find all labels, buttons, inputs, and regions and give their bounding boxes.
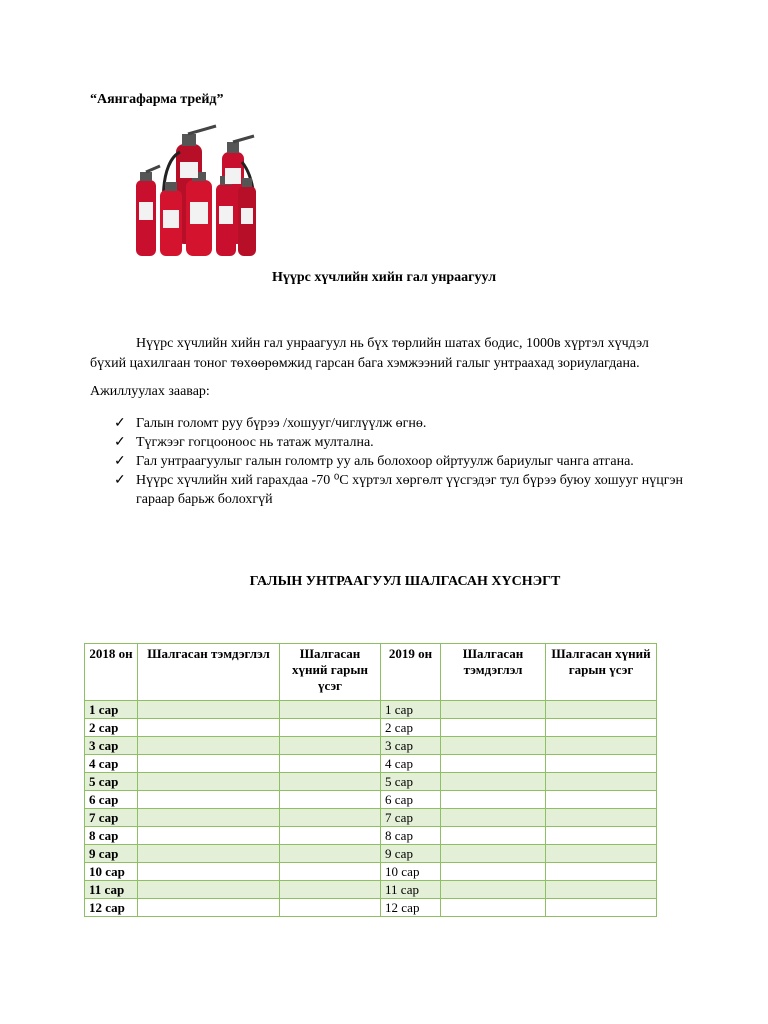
checkmark-icon: ✓ xyxy=(114,435,126,450)
table-row xyxy=(85,719,657,737)
month-2019-cell: 10 сар xyxy=(381,863,441,881)
checkmark-icon: ✓ xyxy=(114,454,126,469)
header-check-note-2018: Шалгасан тэмдэглэл xyxy=(138,644,280,701)
month-2018-cell: 7 сар xyxy=(85,809,138,827)
month-2019-cell: 7 сар xyxy=(381,809,441,827)
check-note-2018-cell xyxy=(138,737,280,755)
signature-2018-cell xyxy=(280,863,381,881)
signature-2019-cell xyxy=(546,881,657,899)
table-title: ГАЛЫН УНТРААГУУЛ ШАЛГАСАН ХҮСНЭГТ xyxy=(249,574,561,589)
month-2019-cell: 4 сар xyxy=(381,755,441,773)
check-note-2018-cell xyxy=(138,827,280,845)
signature-2019-cell xyxy=(546,827,657,845)
month-2019-cell: 5 сар xyxy=(381,773,441,791)
month-2019-cell: 8 сар xyxy=(381,827,441,845)
month-2019-cell: 9 сар xyxy=(381,845,441,863)
signature-2019-cell xyxy=(546,719,657,737)
month-2018-cell: 10 сар xyxy=(85,863,138,881)
month-2019-cell: 11 сар xyxy=(381,881,441,899)
table-row xyxy=(85,737,657,755)
description-paragraph: Нүүрс хүчлийн хийн гал унраагуул нь бүх төрлийн шатах бодис, 1000в хүртэл хүчдэл бүхий цахилгаан тоног төхөөрөмжид гарсан бага хэмжээний галыг унтраахад зориулагдана. xyxy=(90,336,649,371)
month-2019-cell: 6 сар xyxy=(381,791,441,809)
checkmark-icon: ✓ xyxy=(114,473,126,488)
month-2018-cell: 5 сар xyxy=(85,773,138,791)
header-2019: 2019 он xyxy=(381,644,441,701)
signature-2019-cell xyxy=(546,863,657,881)
instruction-item: ✓ Түгжээг гогцооноос нь татаж мултална. xyxy=(114,435,374,450)
signature-2019-cell xyxy=(546,755,657,773)
signature-2019-cell xyxy=(546,791,657,809)
month-2018-cell: 4 сар xyxy=(85,755,138,773)
header-check-note-2019: Шалгасан тэмдэглэл xyxy=(441,644,546,701)
signature-2019-cell xyxy=(546,701,657,719)
table-row xyxy=(85,773,657,791)
company-name: “Аянгафарма трейд” xyxy=(90,92,224,107)
signature-2019-cell xyxy=(546,899,657,917)
check-note-2018-cell xyxy=(138,755,280,773)
month-2018-cell: 6 сар xyxy=(85,791,138,809)
signature-2018-cell xyxy=(280,737,381,755)
check-note-2019-cell xyxy=(441,899,546,917)
table-row xyxy=(85,863,657,881)
month-2018-cell: 3 сар xyxy=(85,737,138,755)
instruction-list xyxy=(114,414,694,509)
check-note-2018-cell xyxy=(138,845,280,863)
month-2019-cell: 1 сар xyxy=(381,701,441,719)
table-row xyxy=(85,701,657,719)
signature-2019-cell xyxy=(546,737,657,755)
table-row xyxy=(85,845,657,863)
month-2019-cell: 2 сар xyxy=(381,719,441,737)
signature-2018-cell xyxy=(280,791,381,809)
check-note-2018-cell xyxy=(138,773,280,791)
table-row xyxy=(85,881,657,899)
check-note-2018-cell xyxy=(138,899,280,917)
usage-instructions-label: Ажиллуулах заавар: xyxy=(90,384,210,399)
signature-2018-cell xyxy=(280,773,381,791)
check-note-2018-cell xyxy=(138,881,280,899)
instruction-item: ✓ Нүүрс хүчлийн хий гарахдаа -70 ⁰С хүртэл хөргөлт үүсгэдэг тул бүрээ буюу хошууг нүцгэн гараар барьж болохгүй xyxy=(114,473,684,507)
check-note-2019-cell xyxy=(441,845,546,863)
signature-2018-cell xyxy=(280,827,381,845)
check-note-2018-cell xyxy=(138,701,280,719)
signature-2019-cell xyxy=(546,809,657,827)
signature-2018-cell xyxy=(280,899,381,917)
month-2018-cell: 8 сар xyxy=(85,827,138,845)
signature-2018-cell xyxy=(280,809,381,827)
signature-2019-cell xyxy=(546,773,657,791)
check-note-2018-cell xyxy=(138,791,280,809)
check-note-2019-cell xyxy=(441,863,546,881)
header-2018: 2018 он xyxy=(85,644,138,701)
table-row xyxy=(85,827,657,845)
check-note-2019-cell xyxy=(441,791,546,809)
checkmark-icon: ✓ xyxy=(114,416,126,431)
check-note-2019-cell xyxy=(441,755,546,773)
month-2018-cell: 1 сар xyxy=(85,701,138,719)
signature-2019-cell xyxy=(546,845,657,863)
inspection-table xyxy=(84,643,657,917)
signature-2018-cell xyxy=(280,755,381,773)
table-row xyxy=(85,755,657,773)
month-2018-cell: 11 сар xyxy=(85,881,138,899)
month-2018-cell: 2 сар xyxy=(85,719,138,737)
check-note-2019-cell xyxy=(441,773,546,791)
signature-2018-cell xyxy=(280,845,381,863)
check-note-2019-cell xyxy=(441,809,546,827)
month-2019-cell: 12 сар xyxy=(381,899,441,917)
check-note-2019-cell xyxy=(441,737,546,755)
signature-2018-cell xyxy=(280,881,381,899)
check-note-2018-cell xyxy=(138,809,280,827)
header-signature-2019: Шалгасан хүний гарын үсэг xyxy=(546,644,657,701)
table-row xyxy=(85,899,657,917)
check-note-2019-cell xyxy=(441,701,546,719)
table-row xyxy=(85,809,657,827)
table-row xyxy=(85,791,657,809)
month-2019-cell: 3 сар xyxy=(381,737,441,755)
fire-extinguishers-icon xyxy=(130,122,270,262)
check-note-2019-cell xyxy=(441,719,546,737)
signature-2018-cell xyxy=(280,719,381,737)
instruction-item: ✓ Галын голомт руу бүрээ /хошууг/чиглүүлж өгнө. xyxy=(114,416,427,431)
check-note-2018-cell xyxy=(138,719,280,737)
month-2018-cell: 9 сар xyxy=(85,845,138,863)
check-note-2019-cell xyxy=(441,827,546,845)
signature-2018-cell xyxy=(280,701,381,719)
header-signature-2018: Шалгасан хүний гарын үсэг xyxy=(280,644,381,701)
table-header-row xyxy=(85,644,657,701)
check-note-2018-cell xyxy=(138,863,280,881)
month-2018-cell: 12 сар xyxy=(85,899,138,917)
document-title: Нүүрс хүчлийн хийн гал унраагуул xyxy=(271,270,497,285)
instruction-item: ✓ Гал унтраагуулыг галын голомтр уу аль болохоор ойртуулж бариулыг чанга атгана. xyxy=(114,454,634,469)
check-note-2019-cell xyxy=(441,881,546,899)
